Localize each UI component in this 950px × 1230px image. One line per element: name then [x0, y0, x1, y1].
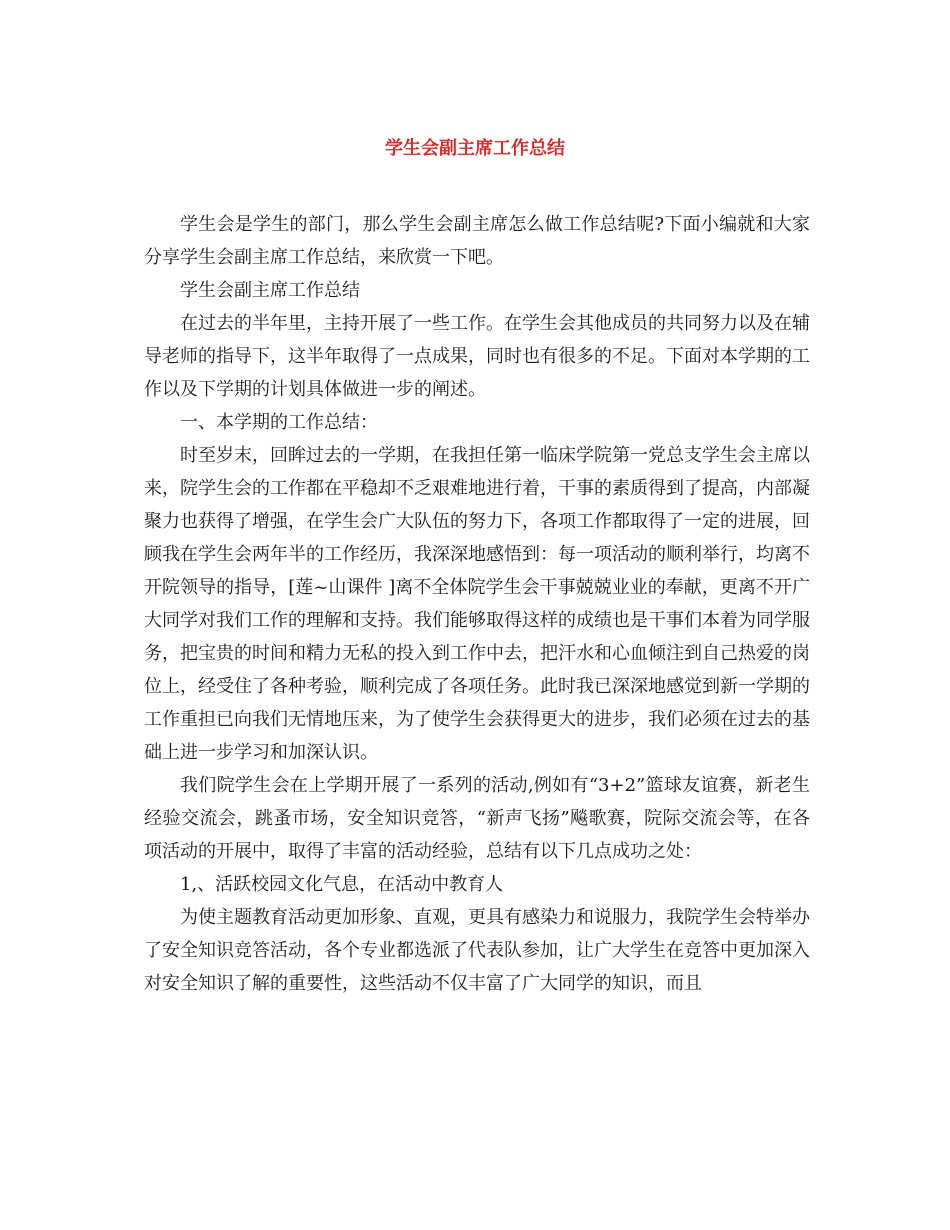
document-title: 学生会副主席工作总结 [385, 138, 565, 159]
paragraph-intro: 学生会是学生的部门，那么学生会副主席怎么做工作总结呢?下面小编就和大家分享学生会副主席工作总结，来欣赏一下吧。 [144, 214, 810, 268]
paragraph-subtitle: 学生会副主席工作总结 [180, 280, 360, 301]
paragraph-quiz: 为使主题教育活动更加形象、直观，更具有感染力和说服力，我院学生会特举办了安全知识竞答活动，各个专业都选派了代表队参加，让广大学生在竞答中更加深入对安全知识了解的重要性，这些活动不仅丰富了广大同学的知识，而且 [144, 907, 810, 994]
paragraph-review: 时至岁末，回眸过去的一学期，在我担任第一临床学院第一党总支学生会主席以来，院学生会的工作都在平稳却不乏艰难地进行着，干事的素质得到了提高，内部凝聚力也获得了增强，在学生会广大队伍的努力下，各项工作都取得了一定的进展，回顾我在学生会两年半的工作经历，我深深地感悟到：每一项活动的顺利举行，均离不开院领导的指导，[莲~山课件 ]离不全体院学生会干事兢兢业业的奉献，更离不开广大同学对我们工作的理解和支持。我们能够取得这样的成绩也是干事们本着为同学服务，把宝贵的时间和精力无私的投入到工作中去，把汗水和心血倾注到自己热爱的岗位上，经受住了各种考验，顺利完成了各项任务。此时我已深深地感觉到新一学期的工作重担已向我们无情地压来，为了使学生会获得更大的进步，我们必须在过去的基础上进一步学习和加深认识。 [144, 445, 810, 763]
paragraph-activities: 我们院学生会在上学期开展了一系列的活动,例如有“3+2”篮球友谊赛，新老生经验交流会，跳蚤市场，安全知识竞答，“新声飞扬”飚歌赛，院际交流会等，在各项活动的开展中，取得了丰富的活动经验，总结有以下几点成功之处： [144, 775, 810, 862]
document-body [144, 208, 810, 1000]
paragraph-overview: 在过去的半年里，主持开展了一些工作。在学生会其他成员的共同努力以及在辅导老师的指导下，这半年取得了一点成果，同时也有很多的不足。下面对本学期的工作以及下学期的计划具体做进一步的阐述。 [144, 313, 810, 400]
section-heading-1: 一、本学期的工作总结： [180, 412, 378, 433]
subheading-1: 1,、活跃校园文化气息，在活动中教育人 [180, 874, 504, 895]
